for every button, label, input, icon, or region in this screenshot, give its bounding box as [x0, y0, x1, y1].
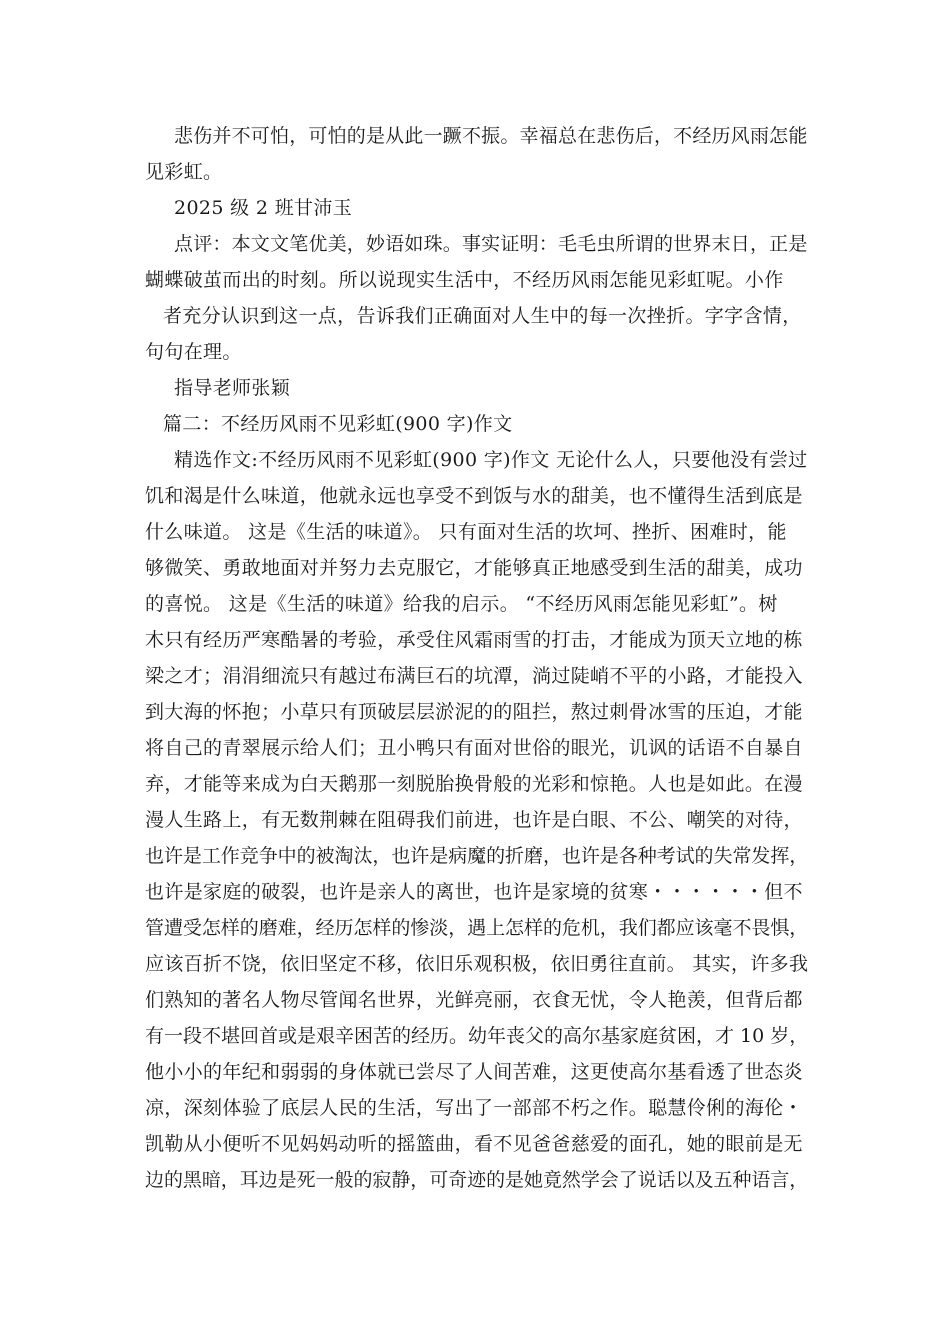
comment-line: 点评：本文文笔优美，妙语如珠。事实证明：毛毛虫所谓的世界末日，正是 [174, 233, 808, 255]
paragraph-line: 够微笑、勇敢地面对并努力去克服它，才能够真正地感受到生活的甜美，成功 [145, 557, 803, 579]
paragraph-line: 有一段不堪回首或是艰辛困苦的经历。幼年丧父的高尔基家庭贫困，才 10 岁， [145, 1025, 809, 1047]
paragraph-line: 也许是家庭的破裂，也许是亲人的离世，也许是家境的贫寒・・・・・・但不 [145, 881, 803, 903]
paragraph-line: 精选作文:不经历风雨不见彩虹(900 字)作文 无论什么人，只要他没有尝过 [174, 449, 808, 471]
paragraph-line: 木只有经历严寒酷暑的考验，承受住风霜雨雪的打击，才能成为顶天立地的栋 [145, 629, 803, 651]
paragraph-line: 梁之才；涓涓细流只有越过布满巨石的坑潭，淌过陡峭不平的小路，才能投入 [145, 665, 803, 687]
comment-line: 句句在理。 [145, 341, 242, 363]
paragraph-line: 他小小的年纪和弱弱的身体就已尝尽了人间苦难，这更使高尔基看透了世态炎 [145, 1061, 803, 1083]
paragraph-line: 到大海的怀抱；小草只有顶破层层淤泥的的阻拦，熬过刺骨冰雪的压迫，才能 [145, 701, 803, 723]
paragraph-line: 将自己的青翠展示给人们；丑小鸭只有面对世俗的眼光，讥讽的话语不自暴自 [145, 737, 803, 759]
paragraph-line: 应该百折不饶，依旧坚定不移，依旧乐观积极，依旧勇往直前。 其实，许多我 [145, 953, 809, 975]
section-heading: 篇二：不经历风雨不见彩虹(900 字)作文 [163, 413, 513, 435]
paragraph-line: 的喜悦。 这是《生活的味道》给我的启示。 “不经历风雨怎能见彩虹”。树 [145, 593, 778, 615]
paragraph-line: 悲伤并不可怕，可怕的是从此一蹶不振。幸福总在悲伤后，不经历风雨怎能 [174, 125, 808, 147]
comment-line: 者充分认识到这一点，告诉我们正确面对人生中的每一次挫折。字字含情， [163, 305, 802, 327]
paragraph-line: 边的黑暗，耳边是死一般的寂静，可奇迹的是她竟然学会了说话以及五种语言， [145, 1169, 809, 1191]
paragraph-line: 饥和渴是什么味道，他就永远也享受不到饭与水的甜美，也不懂得生活到底是 [145, 485, 803, 507]
paragraph-line: 弃，才能等来成为白天鹅那一刻脱胎换骨般的光彩和惊艳。人也是如此。在漫 [145, 773, 803, 795]
paragraph-line: 凯勒从小便听不见妈妈动听的摇篮曲，看不见爸爸慈爱的面孔，她的眼前是无 [145, 1133, 803, 1155]
teacher-line: 指导老师张颖 [174, 377, 291, 399]
paragraph-line: 凉，深刻体验了底层人民的生活，写出了一部部不朽之作。聪慧伶俐的海伦・ [145, 1097, 803, 1119]
paragraph-line: 什么味道。 这是《生活的味道》。 只有面对生活的坎坷、挫折、困难时，能 [145, 521, 787, 543]
paragraph-line: 见彩虹。 [145, 161, 223, 183]
paragraph-line: 管遭受怎样的磨难，经历怎样的惨淡，遇上怎样的危机，我们都应该毫不畏惧， [145, 917, 809, 939]
paragraph-line: 也许是工作竞争中的被淘汰，也许是病魔的折磨，也许是各种考试的失常发挥， [145, 845, 809, 867]
comment-line: 蝴蝶破茧而出的时刻。所以说现实生活中，不经历风雨怎能见彩虹呢。小作 [145, 269, 784, 291]
author-line: 2025 级 2 班甘沛玉 [174, 197, 353, 219]
paragraph-line: 们熟知的著名人物尽管闻名世界，光鲜亮丽，衣食无忧，令人艳羡，但背后都 [145, 989, 803, 1011]
paragraph-line: 漫人生路上，有无数荆棘在阻碍我们前进，也许是白眼、不公、嘲笑的对待， [145, 809, 803, 831]
